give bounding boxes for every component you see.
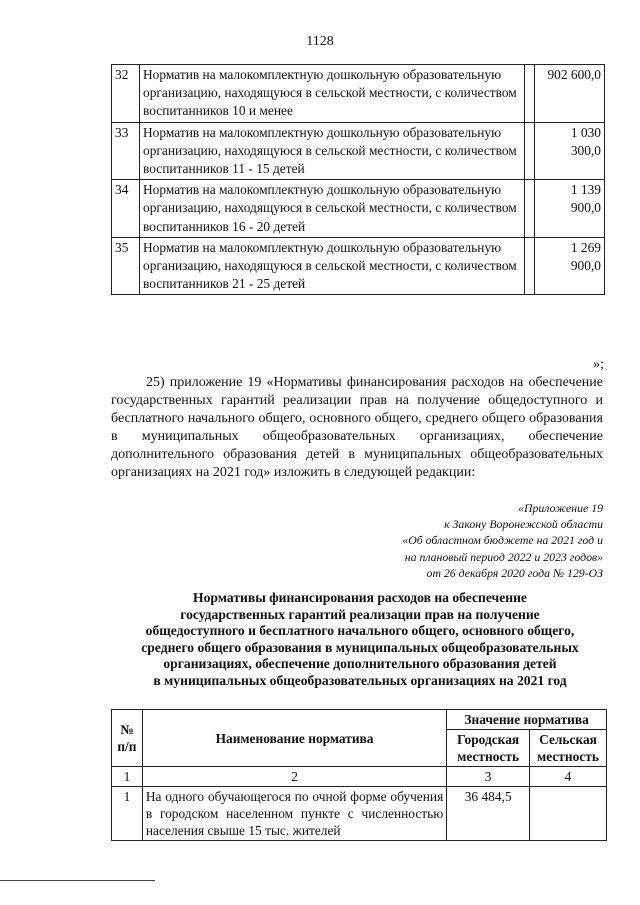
row-norm-name: Норматив на малокомплектную дошкольную образовательную организацию, находящуюся в сельской местности, с количеством воспитанников 21 - 25 детей: [140, 237, 525, 295]
empty-cell: [525, 122, 535, 180]
empty-cell: [525, 180, 535, 238]
title-line: общедоступного и бесплатного начального общего, основного общего,: [145, 623, 575, 639]
row-number: 33: [112, 122, 140, 180]
header-norm-name: Наименование норматива: [142, 710, 446, 767]
row-norm-name: Норматив на малокомплектную дошкольную образовательную организацию, находящуюся в сельской местности, с количеством воспитанников 16 - 20 детей: [140, 180, 525, 238]
title-line: среднего общего образования в муниципальных общеобразовательных: [141, 639, 579, 655]
table-row: [112, 180, 605, 238]
title-line: в муниципальных общеобразовательных организациях на 2021 год: [153, 672, 567, 688]
amendment-text: 25) приложение 19 «Нормативы финансирования расходов на обеспечение государственных гарантий реализации прав на получение общедоступного и бесплатного начального общего, основного общего, среднего общего образования в муниципальных общеобразовательных организациях, обеспечение дополнительного образования детей в муниципальных общеобразовательных организациях на 2021 год» изложить в следующей редакции:: [111, 375, 603, 480]
norms-table-continued: [111, 64, 605, 295]
appendix-ref-line: «Приложение 19: [518, 501, 603, 515]
title-line: Нормативы финансирования расходов на обеспечение: [193, 590, 527, 605]
row-norm-value: 1 139 900,0: [535, 180, 605, 238]
row-norm-name: Норматив на малокомплектную дошкольную образовательную организацию, находящуюся в сельской местности, с количеством воспитанников 10 и менее: [140, 65, 525, 123]
column-number: 2: [142, 767, 446, 787]
header-value-group: Значение норматива: [447, 710, 607, 730]
header-number: № п/п: [112, 710, 143, 767]
appendix-ref-line: к Закону Воронежской области: [444, 517, 603, 532]
table-row: [112, 65, 605, 123]
row-number: 35: [112, 237, 140, 295]
row-number: 1: [112, 787, 143, 841]
appendix-ref-line: «Об областном бюджете на 2021 год и: [402, 533, 603, 548]
column-number: 4: [530, 767, 607, 787]
row-city-value: 36 484,5: [447, 787, 530, 841]
footer-divider: [0, 880, 155, 881]
column-number: 1: [112, 767, 143, 787]
norms-table: [111, 709, 607, 841]
header-rural: Сельская местность: [530, 730, 607, 767]
closing-quote-mark: »;: [593, 357, 604, 372]
row-number: 32: [112, 65, 140, 123]
table-row: [112, 122, 605, 180]
title-line: государственных гарантий реализации прав на получение: [180, 606, 540, 622]
row-number: 34: [112, 180, 140, 238]
row-norm-name: Норматив на малокомплектную дошкольную образовательную организацию, находящуюся в сельской местности, с количеством воспитанников 11 - 15 детей: [140, 122, 525, 180]
column-numbers-row: [112, 767, 607, 787]
page-number: 1128: [306, 34, 334, 49]
appendix-ref-line: на плановый период 2022 и 2023 годов»: [404, 549, 603, 564]
row-norm-name: На одного обучающегося по очной форме обучения в городском населенном пункте с численностью населения свыше 15 тыс. жителей: [142, 787, 446, 841]
appendix-ref-line: от 26 декабря 2020 года № 129-ОЗ: [426, 565, 603, 580]
table-header-row: [112, 710, 607, 730]
row-rural-value: [530, 787, 607, 841]
table-row: [112, 237, 605, 295]
row-norm-value: 1 269 900,0: [535, 237, 605, 295]
empty-cell: [525, 65, 535, 123]
row-norm-value: 902 600,0: [535, 65, 605, 123]
column-number: 3: [447, 767, 530, 787]
title-line: организациях, обеспечение дополнительного образования детей: [163, 656, 557, 672]
amendment-paragraph: [111, 374, 603, 481]
document-title: [100, 590, 620, 690]
table-row: [112, 787, 607, 841]
header-city: Городская местность: [447, 730, 530, 767]
empty-cell: [525, 237, 535, 295]
appendix-reference: [283, 500, 603, 581]
row-norm-value: 1 030 300,0: [535, 122, 605, 180]
